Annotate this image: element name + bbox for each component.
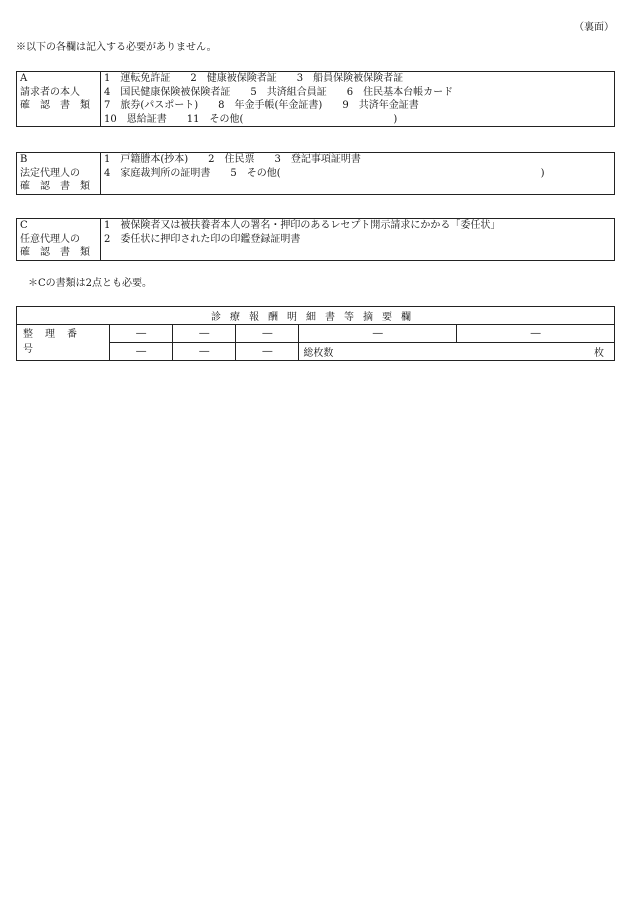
list-item: 4 家庭裁判所の証明書 5 その他( ) bbox=[104, 167, 545, 179]
summary-title: 診療報酬明細書等摘要欄 bbox=[17, 307, 615, 325]
summary-table bbox=[16, 306, 615, 361]
section-a-items bbox=[101, 72, 615, 127]
section-c-label: C 任意代理人の 確 認 書 類 bbox=[17, 219, 101, 261]
list-item: 7 旅券(パスポート) 8 年金手帳(年金証書) 9 共済年金証書 bbox=[104, 100, 419, 111]
list-item: 1 被保険者又は被扶養者本人の署名・押印のあるレセプト開示請求にかかる「委任状」 bbox=[104, 220, 501, 231]
section-a-label: A 請求者の本人 確 認 書 類 bbox=[17, 72, 101, 127]
number-cell: ― bbox=[110, 325, 173, 343]
section-c-items bbox=[101, 219, 615, 261]
total-sheets-unit: 枚 bbox=[594, 348, 604, 359]
section-b-label: B 法定代理人の 確 認 書 類 bbox=[17, 153, 101, 195]
number-cell: ― bbox=[236, 343, 299, 361]
section-a-box bbox=[16, 71, 615, 127]
list-item: 1 戸籍謄本(抄本) 2 住民票 3 登記事項証明書 bbox=[104, 154, 361, 165]
list-item: 2 委任状に押印された印の印鑑登録証明書 bbox=[104, 233, 301, 245]
list-item: 1 運転免許証 2 健康被保険者証 3 船員保険被保険者証 bbox=[104, 73, 404, 84]
notice-text: ※以下の各欄は記入する必要がありません。 bbox=[16, 42, 217, 53]
section-b-box bbox=[16, 152, 615, 195]
number-label: 整理番号 bbox=[17, 325, 110, 361]
number-cell: ― bbox=[299, 325, 457, 343]
list-item: 10 恩給証書 11 その他( ) bbox=[104, 113, 398, 125]
total-sheets-label: 総枚数 bbox=[303, 348, 334, 359]
number-cell: ― bbox=[457, 325, 615, 343]
page-side-label: （裏面） bbox=[574, 22, 614, 33]
number-cell: ― bbox=[110, 343, 173, 361]
number-cell: ― bbox=[173, 325, 236, 343]
c-note: ＊Cの書類は2点とも必要。 bbox=[28, 278, 153, 289]
number-cell: ― bbox=[236, 325, 299, 343]
number-cell: ― bbox=[173, 343, 236, 361]
section-c-box bbox=[16, 218, 615, 261]
list-item: 4 国民健康保険被保険者証 5 共済組合員証 6 住民基本台帳カード bbox=[104, 86, 454, 98]
section-b-items bbox=[101, 153, 615, 195]
total-sheets-cell bbox=[299, 343, 615, 361]
